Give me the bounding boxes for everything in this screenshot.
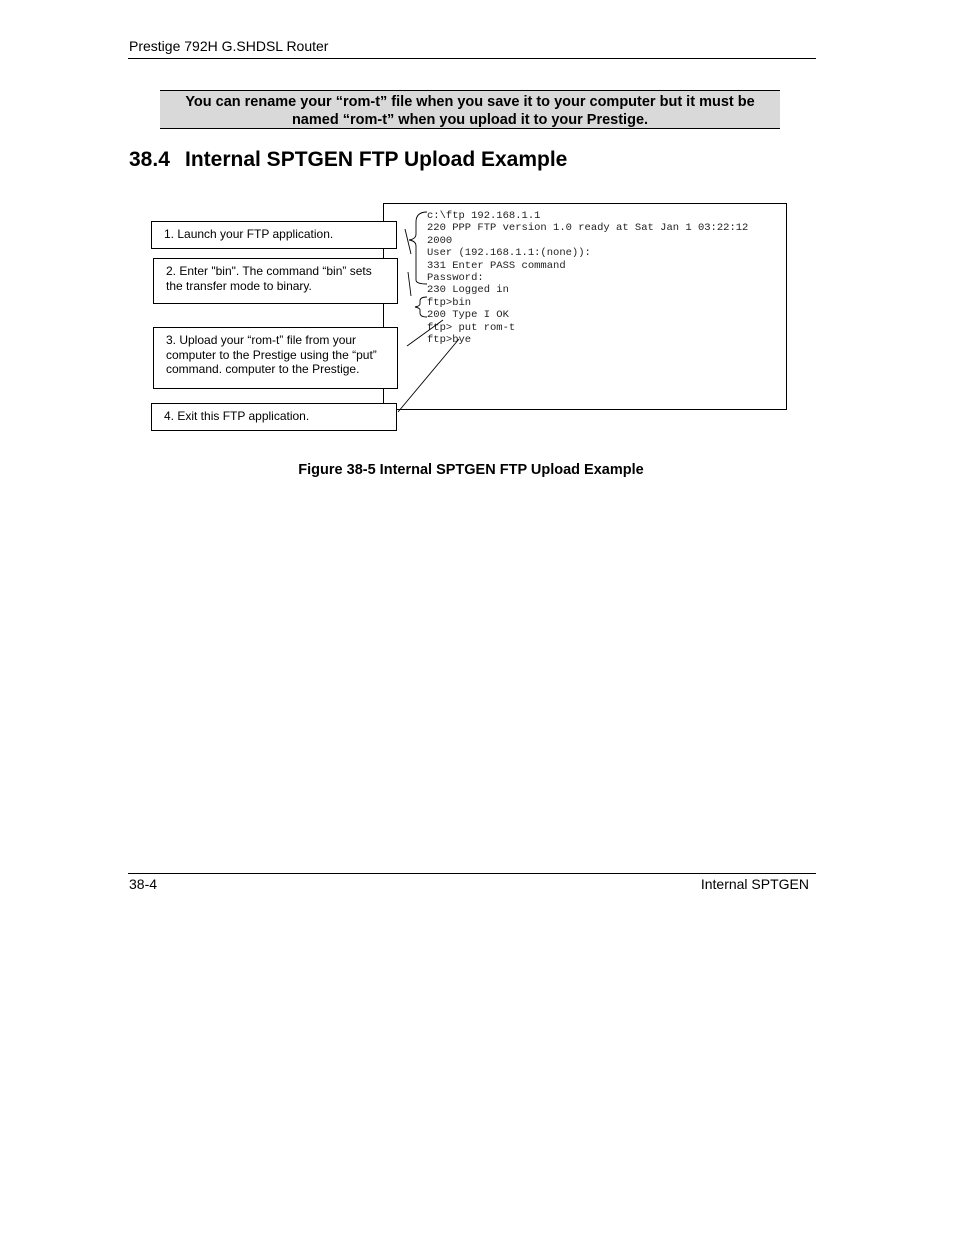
terminal-line: ftp> put rom-t bbox=[427, 321, 516, 334]
brace-step-2 bbox=[415, 297, 427, 317]
section-title-text: Internal SPTGEN FTP Upload Example bbox=[185, 148, 568, 171]
callout-step-3: 3. Upload your “rom-t” file from your computer to the Prestige using the “put” command. computer to the Prestige. bbox=[153, 327, 398, 389]
terminal-line: 230 Logged in bbox=[427, 284, 509, 297]
section-number: 38.4 bbox=[129, 148, 170, 171]
brace-step-1 bbox=[409, 212, 427, 284]
pointer-step-4 bbox=[398, 339, 459, 412]
callout-step-4: 4. Exit this FTP application. bbox=[151, 403, 397, 431]
callout-step-1: 1. Launch your FTP application. bbox=[151, 221, 397, 249]
pointer-step-1 bbox=[405, 229, 411, 254]
terminal-line: 220 PPP FTP version 1.0 ready at Sat Jan 1 03:22:12 bbox=[427, 222, 749, 235]
terminal-line: ftp>bin bbox=[427, 296, 472, 309]
terminal-line: 200 Type I OK bbox=[427, 309, 509, 322]
pointer-step-3 bbox=[407, 320, 443, 346]
figure-caption: Figure 38-5 Internal SPTGEN FTP Upload Example bbox=[298, 462, 644, 478]
terminal-line: User (192.168.1.1:(none)): bbox=[427, 247, 591, 260]
page-number: 38-4 bbox=[129, 876, 158, 892]
callout-connectors bbox=[0, 0, 954, 500]
terminal-line: ftp>bye bbox=[427, 334, 472, 347]
terminal-line: Password: bbox=[427, 272, 484, 285]
chapter-name: Internal SPTGEN bbox=[700, 876, 809, 892]
footer-rule bbox=[128, 873, 816, 874]
note-box: You can rename your “rom-t” file when you save it to your computer but it must be named “rom-t” when you upload it to your Prestige. bbox=[160, 90, 780, 129]
terminal-line: c:\ftp 192.168.1.1 bbox=[427, 210, 541, 222]
pointer-step-2 bbox=[408, 272, 411, 296]
terminal-line: 2000 bbox=[427, 234, 453, 247]
terminal-line: 331 Enter PASS command bbox=[427, 259, 566, 272]
callout-step-2: 2. Enter "bin". The command “bin” sets the transfer mode to binary. bbox=[153, 258, 398, 304]
running-header: Prestige 792H G.SHDSL Router bbox=[129, 38, 329, 54]
